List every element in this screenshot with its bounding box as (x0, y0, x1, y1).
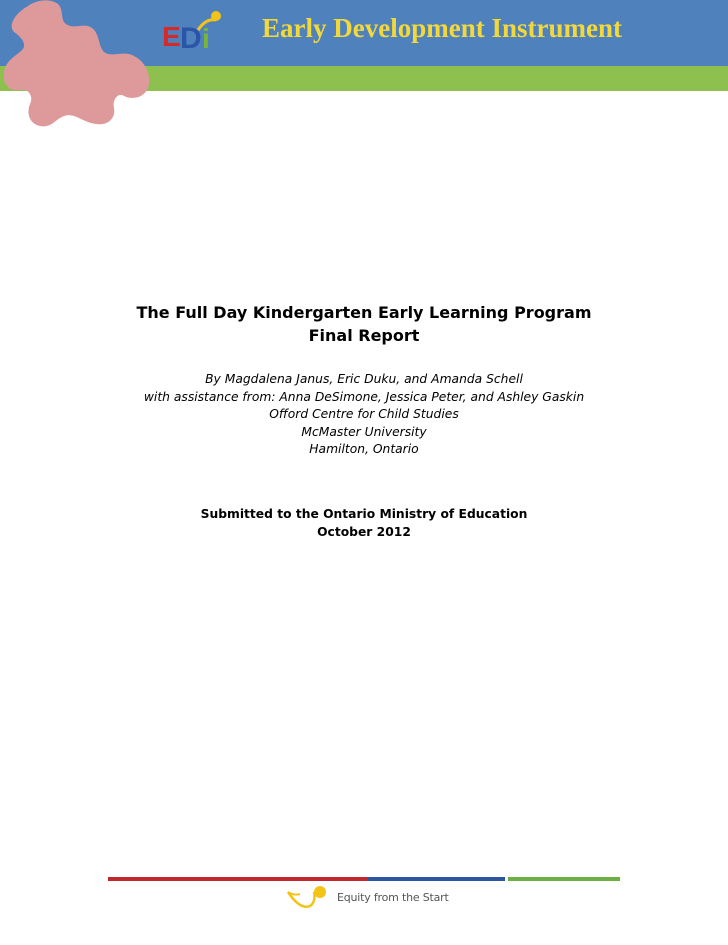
footer-tagline: Equity from the Start (337, 891, 449, 904)
centre-line: Offord Centre for Child Studies (269, 407, 459, 421)
footer-red-bar (108, 877, 368, 881)
footer-green-bar (508, 877, 620, 881)
submitted-to-line: Submitted to the Ontario Ministry of Education (200, 507, 528, 521)
submission-date: October 2012 (317, 525, 411, 539)
submission-block (0, 505, 728, 541)
svg-text:i: i (202, 23, 210, 54)
author-block (0, 371, 728, 459)
header-title: Early Development Instrument (262, 13, 622, 43)
university-line: McMaster University (301, 424, 427, 439)
puzzle-piece-icon (0, 0, 165, 130)
equity-logo-icon (286, 884, 332, 914)
assistants-line: with assistance from: Anna DeSimone, Jessica Peter, and Ashley Gaskin (143, 389, 585, 404)
svg-text:E: E (162, 21, 181, 52)
report-title-line: The Full Day Kindergarten Early Learning Program (136, 303, 592, 322)
report-subtitle-line: Final Report (308, 326, 420, 345)
footer-blue-bar (368, 877, 505, 881)
edi-logo (160, 8, 224, 54)
authors-line: By Magdalena Janus, Eric Duku, and Amanda Schell (205, 372, 523, 386)
svg-text:D: D (180, 22, 202, 54)
location-line: Hamilton, Ontario (309, 442, 419, 456)
report-title (0, 301, 728, 347)
